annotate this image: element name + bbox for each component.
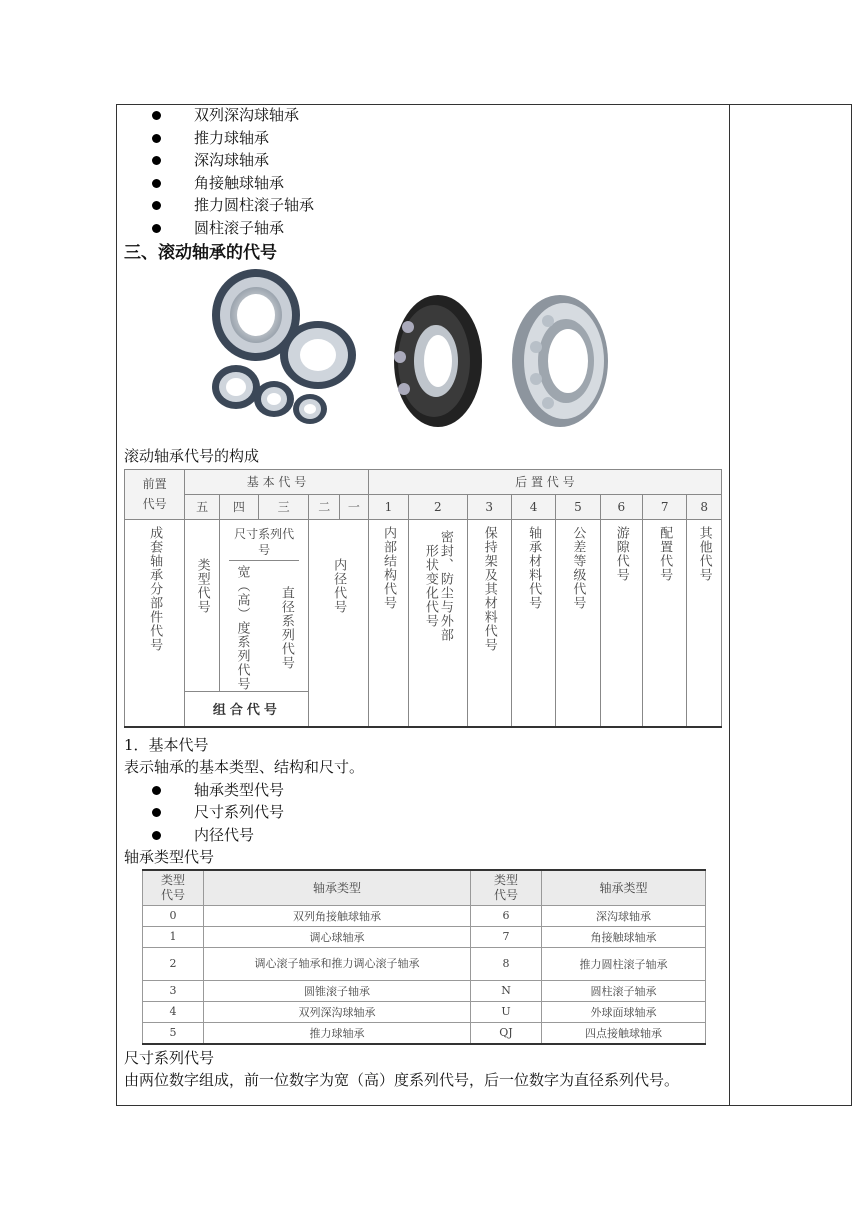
list-item: 角接触球轴承 — [124, 172, 728, 195]
table-cell: 其他代号 — [687, 519, 722, 727]
table-cell: 类型代号 — [185, 519, 220, 691]
table-cell: 5 — [556, 494, 600, 519]
bearing-group-image — [208, 267, 358, 437]
list-item: 内径代号 — [124, 824, 728, 847]
table-cell: 配置代号 — [643, 519, 687, 727]
basic-code-description: 表示轴承的基本类型、结构和尺寸。 — [124, 758, 365, 776]
sealed-bearing-image — [378, 287, 488, 437]
bullet-icon — [152, 224, 161, 233]
table-row: 0 双列角接触球轴承 6 深沟球轴承 — [143, 905, 706, 926]
list-item: 推力圆柱滚子轴承 — [124, 194, 728, 217]
section-heading: 三、滚动轴承的代号 — [124, 243, 277, 263]
table-cell: 三 — [258, 494, 309, 519]
table-cell: 成套轴承分部件代号 — [125, 519, 185, 727]
list-item: 深沟球轴承 — [124, 149, 728, 172]
list-item: 推力球轴承 — [124, 127, 728, 150]
table-cell: 4 — [511, 494, 555, 519]
table-cell: 内径代号 — [309, 519, 368, 727]
table-row: 1 调心球轴承 7 角接触球轴承 — [143, 926, 706, 947]
code-structure-table — [124, 469, 722, 728]
code-caption: 滚动轴承代号的构成 — [124, 447, 260, 465]
table-row: 2 调心滚子轴承和推力调心滚子轴承 8 推力圆柱滚子轴承 — [143, 947, 706, 980]
list-item: 轴承类型代号 — [124, 779, 728, 802]
table-cell: 公差等级代号 — [556, 519, 600, 727]
table-cell: 密封、防尘与外部形状变化代号 — [409, 519, 467, 727]
table-cell: 后 置 代 号 — [368, 469, 721, 494]
list-item: 圆柱滚子轴承 — [124, 217, 728, 240]
table-header: 类型代号 — [471, 870, 542, 906]
open-bearing-image — [508, 287, 618, 437]
table-cell: 前置代号 — [125, 469, 185, 519]
table-row: 4 双列深沟球轴承 U 外球面球轴承 — [143, 1001, 706, 1022]
bullet-icon — [152, 831, 161, 840]
table-cell: 尺寸系列代号 宽（高）度系列代号 直径系列代号 — [219, 519, 309, 691]
table-cell: 1 — [368, 494, 408, 519]
size-series-description: 由两位数字组成，前一位数字为宽（高）度系列代号，后一位数字为直径系列代号。 — [124, 1071, 680, 1089]
bearing-photos — [124, 267, 728, 445]
table-cell: 6 — [600, 494, 642, 519]
basic-code-list — [124, 779, 728, 847]
table-cell: 3 — [467, 494, 511, 519]
table-cell: 轴承材料代号 — [511, 519, 555, 727]
table-header: 轴承类型 — [542, 870, 706, 906]
table-row: 3 圆锥滚子轴承 N 圆柱滚子轴承 — [143, 980, 706, 1001]
size-series-heading: 尺寸系列代号 — [124, 1048, 215, 1067]
basic-code-heading: 1．基本代号 — [124, 735, 209, 754]
table-cell: 组合代号 — [185, 691, 309, 727]
table-cell: 2 — [409, 494, 467, 519]
right-column-divider — [729, 105, 730, 1105]
table-cell: 基 本 代 号 — [185, 469, 368, 494]
table-cell: 二 — [309, 494, 340, 519]
table-row: 5 推力球轴承 QJ 四点接触球轴承 — [143, 1022, 706, 1044]
list-item: 双列深沟球轴承 — [124, 104, 728, 127]
list-item: 尺寸系列代号 — [124, 801, 728, 824]
table-header: 轴承类型 — [204, 870, 471, 906]
bullet-icon — [152, 156, 161, 165]
table-cell: 内部结构代号 — [368, 519, 408, 727]
table-cell: 7 — [643, 494, 687, 519]
table-cell: 保持架及其材料代号 — [467, 519, 511, 727]
table-cell: 五 — [185, 494, 220, 519]
table-header: 类型代号 — [143, 870, 204, 906]
bearing-type-list — [124, 104, 728, 239]
table-cell: 一 — [340, 494, 369, 519]
table-cell: 四 — [219, 494, 258, 519]
bullet-icon — [152, 201, 161, 210]
bullet-icon — [152, 179, 161, 188]
types-caption: 轴承类型代号 — [124, 848, 215, 866]
bullet-icon — [152, 134, 161, 143]
table-cell: 游隙代号 — [600, 519, 642, 727]
bullet-icon — [152, 111, 161, 120]
main-content — [124, 104, 728, 1092]
bullet-icon — [152, 808, 161, 817]
bullet-icon — [152, 786, 161, 795]
table-cell: 8 — [687, 494, 722, 519]
bearing-type-code-table — [142, 869, 706, 1045]
